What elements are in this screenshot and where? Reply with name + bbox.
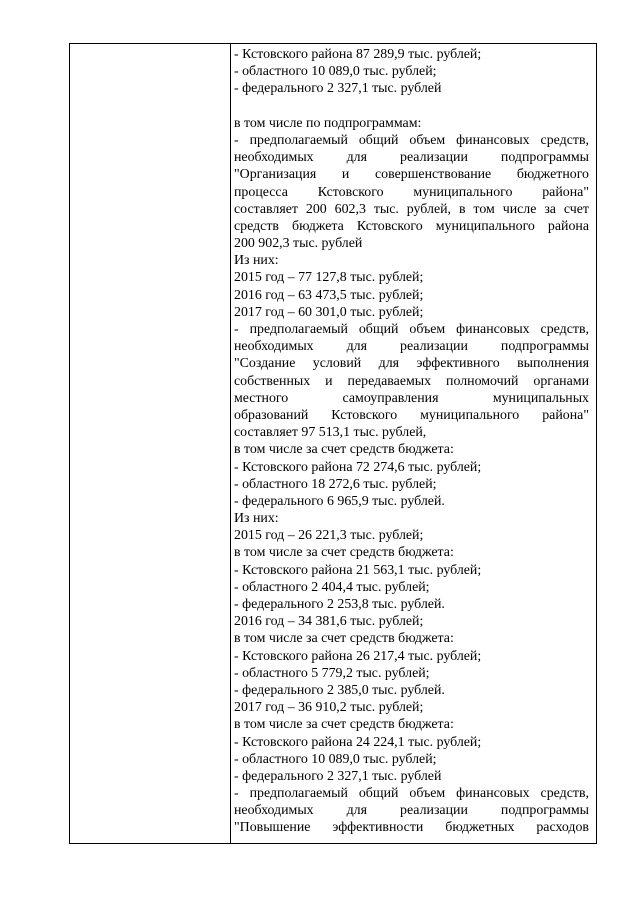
- text-line: 2017 год – 36 910,2 тыс. рублей;: [234, 700, 424, 716]
- text-line: "Повышение эффективности бюджетных расходов: [234, 820, 589, 836]
- text-line: "Организация и совершенствование бюджетного: [234, 167, 589, 183]
- text-line: - Кстовского района 26 217,4 тыс. рублей;: [234, 648, 482, 664]
- text-line: - областного 18 272,6 тыс. рублей;: [234, 476, 437, 492]
- text-line: - областного 5 779,2 тыс. рублей;: [234, 665, 430, 681]
- text-line: - федерального 6 965,9 тыс. рублей.: [234, 493, 445, 509]
- text-line: - предполагаемый общий объем финансовых средств,: [234, 786, 589, 802]
- text-line: - Кстовского района 24 224,1 тыс. рублей;: [234, 734, 482, 750]
- text-line: 2016 год – 63 473,5 тыс. рублей;: [234, 287, 424, 303]
- text-line: необходимых для реализации подпрограммы: [234, 803, 589, 819]
- text-line: Из них:: [234, 511, 279, 527]
- text-line: - Кстовского района 21 563,1 тыс. рублей;: [234, 562, 482, 578]
- text-line: - предполагаемый общий объем финансовых средств,: [234, 132, 589, 148]
- text-line: - федерального 2 327,1 тыс. рублей: [234, 81, 442, 97]
- text-line: местного самоуправления муниципальных: [234, 390, 589, 406]
- text-line: в том числе за счет средств бюджета:: [234, 717, 454, 733]
- blank-line: [234, 98, 589, 115]
- document-table: [69, 43, 597, 844]
- text-line: в том числе по подпрограммам:: [234, 115, 422, 131]
- text-line: процесса Кстовского муниципального района": [234, 184, 589, 200]
- text-line: необходимых для реализации подпрограммы: [234, 150, 589, 166]
- text-line: в том числе за счет средств бюджета:: [234, 545, 454, 561]
- text-line: - федерального 2 327,1 тыс. рублей: [234, 768, 442, 784]
- text-line: 2017 год – 60 301,0 тыс. рублей;: [234, 304, 424, 320]
- table-cell-left-empty: [70, 44, 230, 843]
- text-line: - областного 10 089,0 тыс. рублей;: [234, 64, 437, 80]
- text-line: средств бюджета Кстовского муниципального района: [234, 218, 589, 234]
- text-line: 2016 год – 34 381,6 тыс. рублей;: [234, 614, 424, 630]
- text-line: - федерального 2 385,0 тыс. рублей.: [234, 682, 445, 698]
- text-line: составляет 97 513,1 тыс. рублей,: [234, 425, 427, 441]
- text-line: - предполагаемый общий объем финансовых средств,: [234, 322, 589, 337]
- text-line: "Создание условий для эффективного выполнения: [234, 356, 589, 372]
- text-line: необходимых для реализации подпрограммы: [234, 339, 589, 355]
- text-line: - Кстовского района 72 274,6 тыс. рублей;: [234, 459, 482, 475]
- text-line: - областного 10 089,0 тыс. рублей;: [234, 751, 437, 767]
- text-line: собственных и передаваемых полномочий органами: [234, 373, 589, 389]
- text-line: - областного 2 404,4 тыс. рублей;: [234, 579, 430, 595]
- text-line: 2015 год – 26 221,3 тыс. рублей;: [234, 528, 424, 544]
- text-line: составляет 200 602,3 тыс. рублей, в том числе за счет: [234, 201, 589, 217]
- text-line: Из них:: [234, 253, 279, 269]
- text-line: в том числе за счет средств бюджета:: [234, 442, 454, 458]
- text-line: образований Кстовского муниципального района": [234, 407, 589, 423]
- column-divider: [230, 44, 231, 843]
- text-line: - федерального 2 253,8 тыс. рублей.: [234, 597, 445, 612]
- text-line: - Кстовского района 87 289,9 тыс. рублей;: [234, 47, 482, 62]
- text-line: в том числе за счет средств бюджета:: [234, 631, 454, 647]
- table-cell-right-text: [234, 46, 589, 837]
- text-line: 2015 год – 77 127,8 тыс. рублей;: [234, 270, 424, 286]
- text-line: 200 902,3 тыс. рублей: [234, 236, 363, 252]
